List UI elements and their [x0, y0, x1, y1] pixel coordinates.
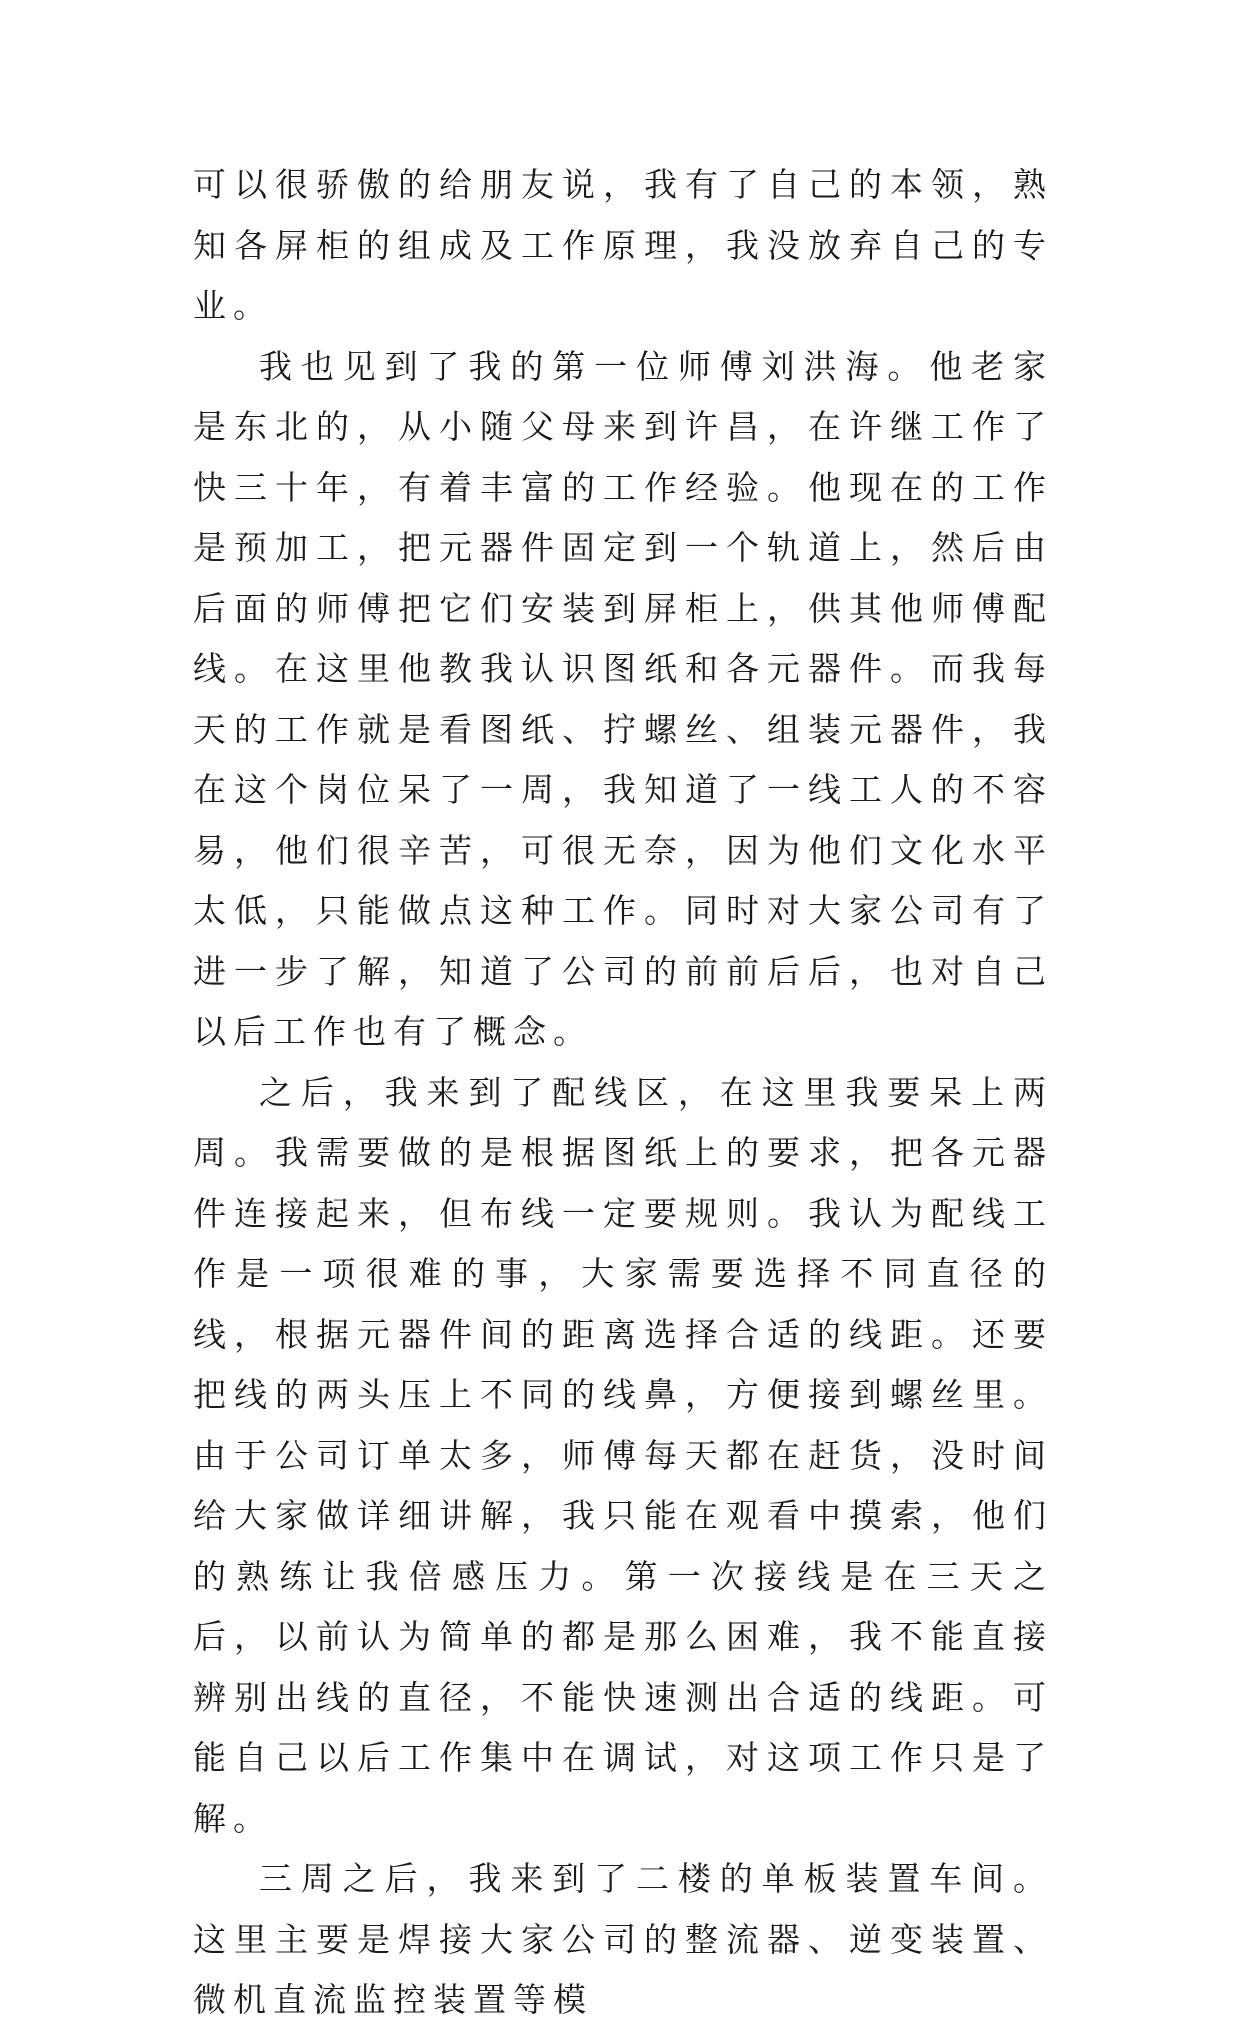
paragraph-1: 可以很骄傲的给朋友说，我有了自己的本领，熟知各屏柜的组成及工作原理，我没放弃自己的专业。 [193, 165, 1053, 325]
paragraph-2: 我也见到了我的第一位师傅刘洪海。他老家是东北的，从小随父母来到许昌，在许继工作了快三十年，有着丰富的工作经验。他现在的工作是预加工，把元器件固定到一个轨道上，然后由后面的师傅把它们安装到屏柜上，供其他师傅配线。在这里他教我认识图纸和各元器件。而我每天的工作就是看图纸、拧螺丝、组装元器件，我在这个岗位呆了一周，我知道了一线工人的不容易，他们很辛苦，可很无奈，因为他们文化水平太低，只能做点这种工作。同时对大家公司有了进一步了解，知道了公司的前前后后，也对自己以后工作也有了概念。 [193, 346, 1053, 1051]
paragraph-3: 之后，我来到了配线区，在这里我要呆上两周。我需要做的是根据图纸上的要求，把各元器件连接起来，但布线一定要规则。我认为配线工作是一项很难的事，大家需要选择不同直径的线，根据元器件间的距离选择合适的线距。还要把线的两头压上不同的线鼻，方便接到螺丝里。由于公司订单太多，师傅每天都在赶货，没时间给大家做详细讲解，我只能在观看中摸索，他们的熟练让我倍感压力。第一次接线是在三天之后，以前认为简单的都是那么困难，我不能直接辨别出线的直径，不能快速测出合适的线距。可能自己以后工作集中在调试，对这项工作只是了解。 [193, 1072, 1053, 1838]
paragraph-4: 三周之后，我来到了二楼的单板装置车间。这里主要是焊接大家公司的整流器、逆变装置、微机直流监控装置等模 [193, 1859, 1053, 2019]
body-text [193, 155, 1053, 2031]
